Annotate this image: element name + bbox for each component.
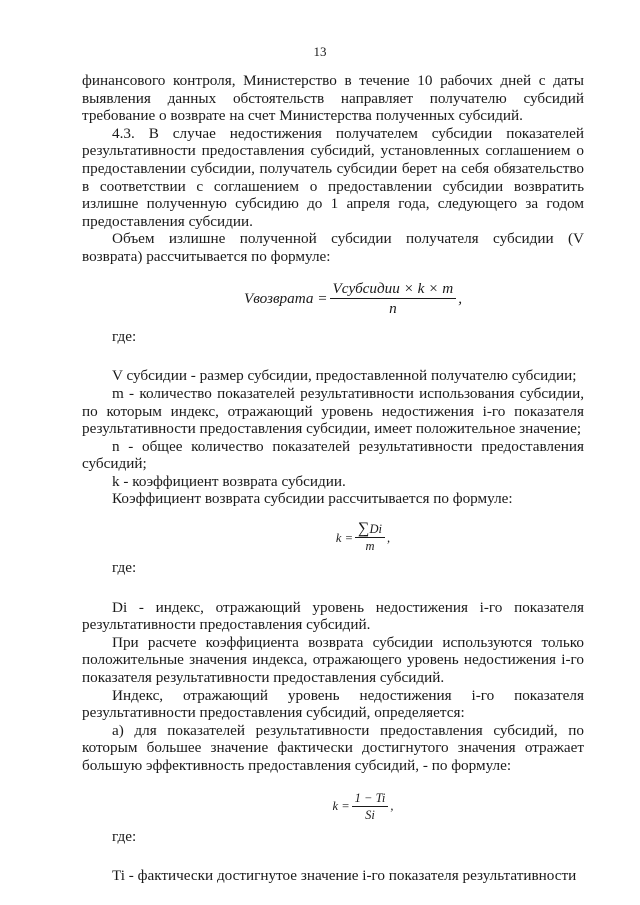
paragraph: m - количество показателей результативности использования субсидии, по которым индекс, отражающий уровень недостижения i-го показателя результативности предоставления субсидии, имеет положительное значение; xyxy=(82,384,584,438)
formula-v-return xyxy=(122,280,584,318)
paragraph: V субсидии - размер субсидии, предоставленной получателю субсидии; xyxy=(112,367,577,385)
where-label: где: xyxy=(112,327,137,345)
paragraph: финансового контроля, Министерство в течение 10 рабочих дней с даты выявления данных обстоятельств направляет получателю субсидий требование о возврате на счет Министерства полученных субсидий. xyxy=(82,72,584,125)
document-body xyxy=(82,70,584,885)
formula-k-ratio xyxy=(142,791,584,822)
where-label: где: xyxy=(112,827,137,845)
paragraph: 4.3. В случае недостижения получателем субсидии показателей результативности предоставления субсидий, установленных соглашением о предоставлении субсидии, получатель субсидии берет на себя обязательство в соответствии с соглашением о предоставлении субсидии возвратить излишне полученную субсидию до 1 апреля года, следующего за годом предоставления субсидии. xyxy=(82,124,584,230)
fraction-denominator: n xyxy=(389,300,397,318)
fraction xyxy=(330,280,457,318)
sigma-icon: ∑ xyxy=(358,520,370,538)
paragraph: При расчете коэффициента возврата субсидии используются только положительные значения индекса, отражающего уровень недостижения i-го показателя результативности предоставления субсидий. xyxy=(82,633,584,687)
where-label: где: xyxy=(112,559,137,577)
paragraph: n - общее количество показателей результативности предоставления субсидий; xyxy=(82,437,584,473)
formula-lhs: k = xyxy=(335,530,354,545)
paragraph: k - коэффициент возврата субсидии. xyxy=(112,472,346,490)
sum-term: Di xyxy=(369,522,382,537)
formula-trail: , xyxy=(386,530,391,545)
fraction-numerator xyxy=(355,522,385,538)
fraction xyxy=(352,791,389,822)
paragraph: Индекс, отражающий уровень недостижения i-го показателя результативности предоставления субсидий, определяется: xyxy=(82,686,584,722)
paragraph: Di - индекс, отражающий уровень недостижения i-го показателя результативности предоставления субсидий. xyxy=(82,598,584,634)
formula-trail: , xyxy=(390,799,394,814)
formula-trail: , xyxy=(458,289,463,307)
formula-lhs: Vвозврата = xyxy=(243,289,328,307)
paragraph: Коэффициент возврата субсидии рассчитывается по формуле: xyxy=(112,490,513,508)
formula-k-sum xyxy=(142,522,584,553)
paragraph: а) для показателей результативности предоставления субсидий, по которым большее значение фактически достигнутого значения отражает большую эффективность предоставления субсидий, - по формуле: xyxy=(82,721,584,774)
fraction-denominator: m xyxy=(365,539,375,554)
formula-lhs: k = xyxy=(332,799,350,814)
fraction-denominator: Si xyxy=(365,807,375,822)
page-number: 13 xyxy=(313,44,327,59)
paragraph: Ti - фактически достигнутое значение i-го показателя результативности xyxy=(112,867,577,885)
paragraph: Объем излишне полученной субсидии получателя субсидии (V возврата) рассчитывается по формуле: xyxy=(82,230,584,265)
fraction xyxy=(355,522,385,553)
fraction-numerator: Vсубсидии × k × m xyxy=(330,280,457,300)
fraction-numerator: 1 − Ti xyxy=(352,791,389,807)
